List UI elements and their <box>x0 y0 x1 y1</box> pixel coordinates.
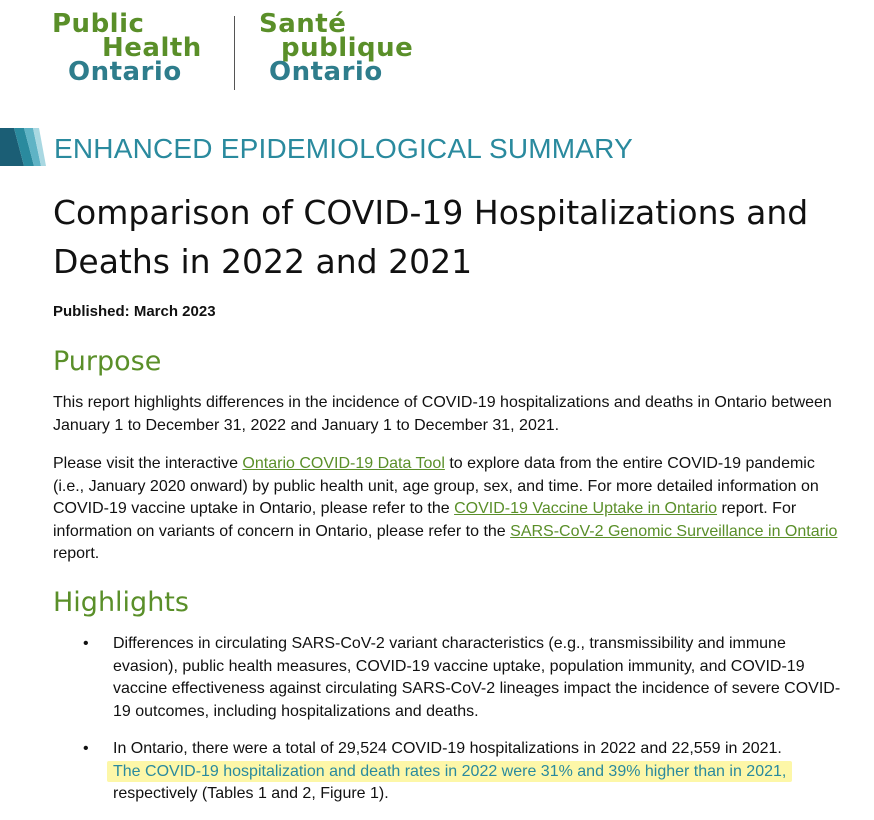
public-health-ontario-logo <box>52 9 432 92</box>
highlights-list <box>53 633 853 806</box>
highlight-item-1 <box>53 633 843 723</box>
banner-stripes-icon <box>0 128 46 166</box>
logo-fr-line-1: Santé <box>259 9 347 39</box>
purpose-p2-text-4: report. <box>53 545 100 562</box>
published-date: Published: March 2023 <box>53 303 216 320</box>
logo-fr-line-3: Ontario <box>269 57 383 87</box>
logo-french <box>259 9 434 87</box>
vaccine-uptake-report-link[interactable]: COVID-19 Vaccine Uptake in Ontario <box>454 500 718 517</box>
purpose-p2-text-1: Please visit the interactive <box>53 455 243 472</box>
purpose-paragraph-2 <box>53 453 843 566</box>
bullet-icon: • <box>83 635 89 652</box>
bullet-icon: • <box>83 740 89 757</box>
logo-en-line-3: Ontario <box>68 57 182 87</box>
purpose-heading: Purpose <box>53 346 162 377</box>
purpose-paragraph-1: This report highlights differences in the incidence of COVID-19 hospitalizations and deaths in Ontario between January 1 to December 31, 2022 and January 1 to December 31, 2021. <box>53 394 832 434</box>
logo-fr-line-2: publique <box>281 33 414 63</box>
logo-english <box>52 9 217 87</box>
highlighted-text: The COVID-19 hospitalization and death rates in 2022 were 31% and 39% higher than in 2021, <box>107 761 792 782</box>
highlight-item-2-text: In Ontario, there were a total of 29,524 COVID-19 hospitalizations in 2022 and 22,559 in 2021. <box>113 740 782 757</box>
ontario-covid-data-tool-link[interactable]: Ontario COVID-19 Data Tool <box>242 455 445 472</box>
highlight-item-1-text: Differences in circulating SARS-CoV-2 variant characteristics (e.g., transmissibility and immune evasion), public health measures, COVID-19 vaccine uptake, population immunity, and COVID-19 vaccine effectiveness against circulating SARS-CoV-2 lineages impact the incidence of severe COVID-19 outcomes, including hospitalizations and deaths. <box>113 635 841 720</box>
genomic-surveillance-report-link[interactable]: SARS-CoV-2 Genomic Surveillance in Ontario <box>510 522 838 540</box>
document-title: Comparison of COVID-19 Hospitalizations and Deaths in 2022 and 2021 <box>53 193 809 281</box>
logo-divider <box>234 16 235 90</box>
highlights-heading: Highlights <box>53 587 189 618</box>
highlight-item-2 <box>53 738 843 806</box>
highlight-item-2-text-end: respectively (Tables 1 and 2, Figure 1). <box>113 785 389 802</box>
logo-en-line-1: Public <box>52 9 145 39</box>
purpose-p2-text-2: to explore data from the entire COVID-19 pandemic (i.e., January 2020 onward) by public health unit, age group, sex, and time. For more detailed information on COVID-19 vaccine uptake in Ontario, please refer to the <box>53 455 819 517</box>
logo-en-line-2: Health <box>102 33 202 63</box>
summary-banner-title: ENHANCED EPIDEMIOLOGICAL SUMMARY <box>54 133 633 164</box>
purpose-p2-text-3: report. For information on variants of concern in Ontario, please refer to the <box>53 500 797 540</box>
